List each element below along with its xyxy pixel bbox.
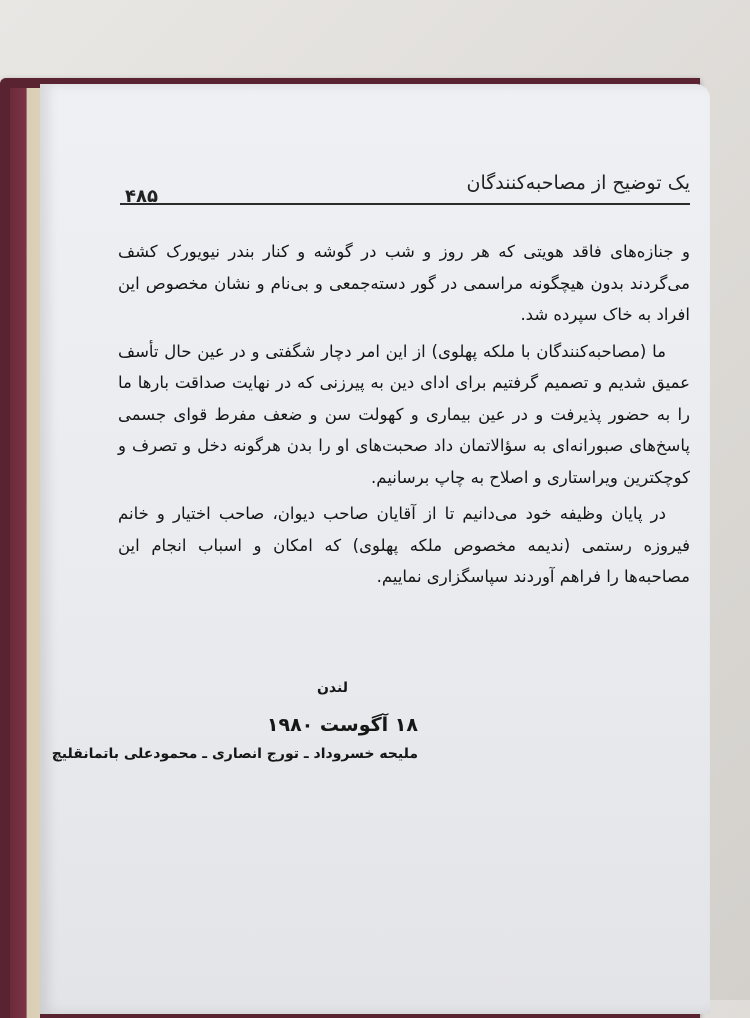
body-text (118, 236, 690, 598)
page-edges (10, 88, 40, 1018)
page-header (125, 168, 690, 207)
header-rule (120, 203, 690, 205)
signature-date: ۱۸ آگوست ۱۹۸۰ (266, 714, 418, 736)
paragraph: در پایان وظیفه خود می‌دانیم تا از آقایان صاحب دیوان، صاحب اختیار و خانم فیروزه رستمی (ندیمه مخصوص ملکه پهلوی) که امکان و اسباب انجام این مصاحبه‌ها را فراهم آوردند سپاسگزاری نماییم. (118, 504, 690, 586)
signature-city: لندن (316, 680, 348, 696)
paragraph: و جنازه‌های فاقد هویتی که هر روز و شب در گوشه و کنار بندر نیویورک کشف می‌گردند بدون هیچگونه مراسمی در گور دسته‌جمعی و بی‌نام و نشان مخصوص این افراد به خاک سپرده شد. (118, 242, 690, 324)
page-number: ۴۸۵ (125, 186, 158, 207)
paragraph: ما (مصاحبه‌کنندگان با ملکه پهلوی) از این امر دچار شگفتی و در عین حال تأسف عمیق شدیم و تصمیم گرفتیم برای ادای دین به پیرزنی که در نهایت صداقت بارها ما را به حضور پذیرفت و در عین بیماری و کهولت سن و ضعف مفرط قوای جسمی پاسخ‌های صبورانه‌ای به سؤالاتمان داد صحبت‌های او را بدن هرگونه دخل و تصرف و کوچکترین ویراستاری و اصلاح به چاپ برسانیم. (118, 341, 690, 487)
running-title: یک توضیح از مصاحبه‌کنندگان (466, 172, 690, 194)
signature-authors: ملیحه خسروداد ـ تورج انصاری ـ محمودعلی باتمانقلیچ (51, 746, 418, 762)
signature-block (51, 680, 418, 762)
